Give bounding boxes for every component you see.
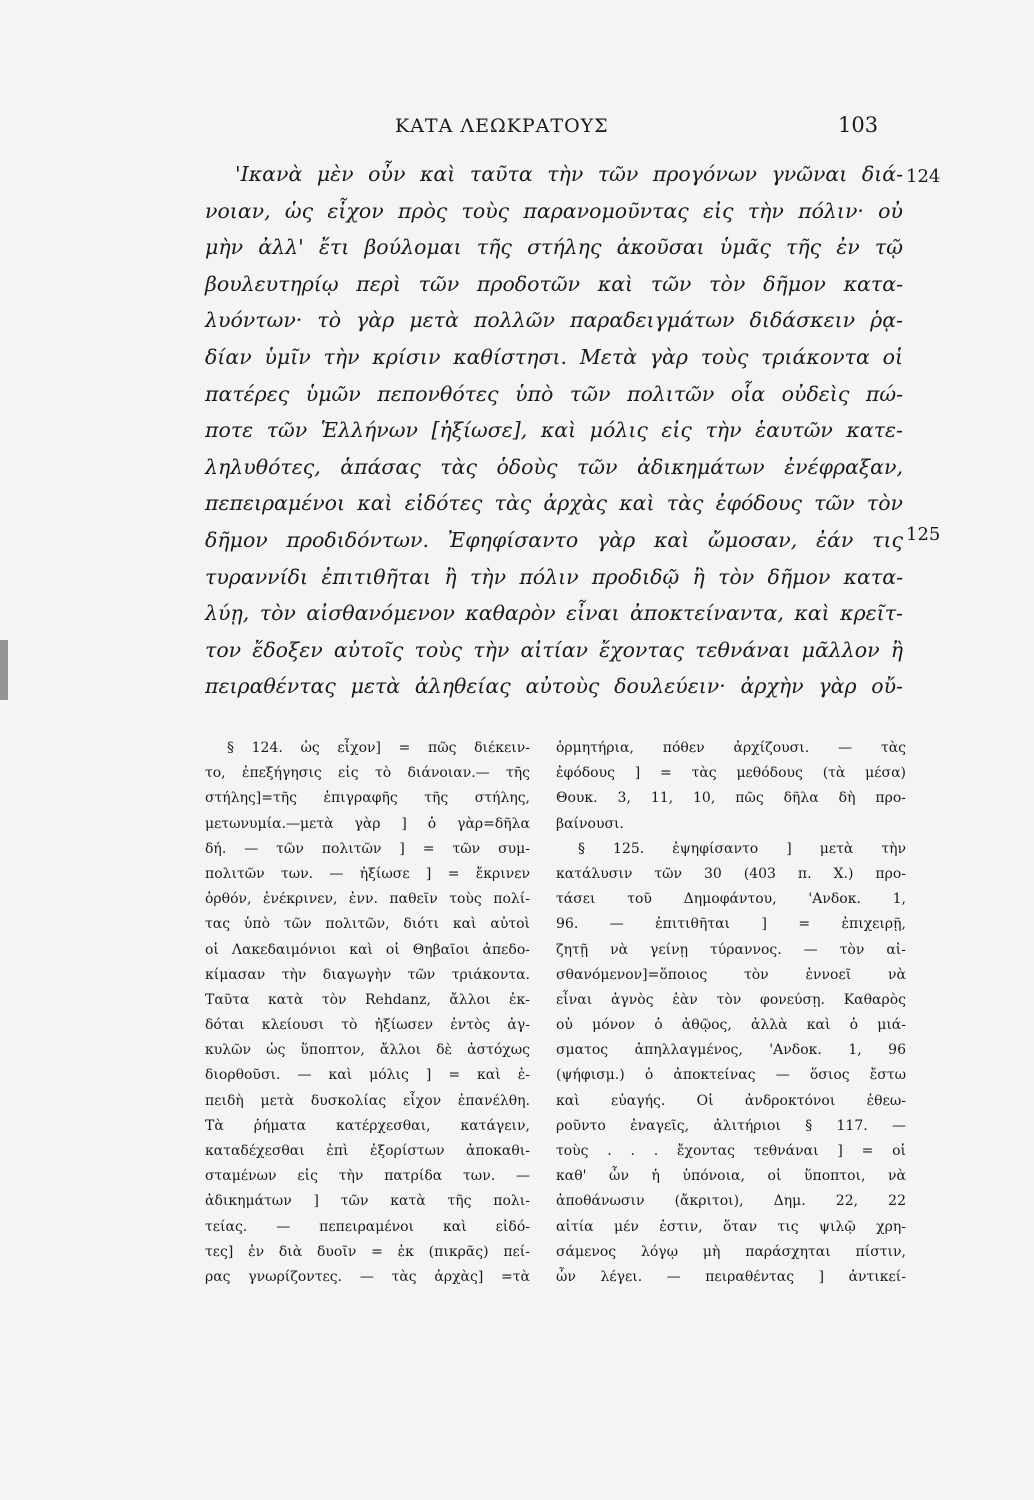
text-line: σματος ἀπηλλαγμένος, 'Ανδοκ. 1, 96 <box>556 1042 906 1059</box>
text-line: ἀδικημάτων ] τῶν κατὰ τῆς πολι- <box>205 1193 530 1210</box>
text-line: κίμασαν τὴν διαγωγὴν τῶν τριάκοντα. <box>205 966 530 983</box>
text-line: λυόντων· τὸ γὰρ μετὰ πολλῶν παραδειγμάτων διδάσκειν ῥᾳ- <box>205 308 903 333</box>
section-number-125: 125 <box>906 524 941 545</box>
text-line: τείας. — πεπειραμένοι καὶ εἰδό- <box>205 1218 530 1235</box>
text-line: ὀρθόν, ἐνέκρινεν, ἐνν. παθεῖν τοὺς πολί- <box>205 891 530 908</box>
section-number-124: 124 <box>906 166 941 187</box>
text-line: ὁρμητήρια, πόθεν ἀρχίζουσι. — τὰς <box>556 740 906 756</box>
text-line: νοιαν, ὡς εἶχον πρὸς τοὺς παρανομοῦντας εἰς τὴν πόλιν· οὐ <box>205 198 903 223</box>
text-line: σταμένων εἰς τὴν πατρίδα των. — <box>205 1168 530 1185</box>
page-number: 103 <box>838 113 879 137</box>
text-line: βουλευτηρίῳ περὶ τῶν προδοτῶν καὶ τῶν τὸν δῆμον κατα- <box>205 271 903 296</box>
scan-edge-mark <box>0 640 8 700</box>
text-line: δή. — τῶν πολιτῶν ] = τῶν συμ- <box>205 840 530 857</box>
text-line: διορθοῦσι. — καὶ μόλις ] = καὶ ἐ- <box>205 1067 530 1084</box>
text-line: καταδέχεσθαι ἐπὶ ἐξορίστων ἀποκαθι- <box>205 1143 530 1159</box>
running-title: ΚΑΤΑ ΛΕΩΚΡΑΤΟΥΣ <box>395 115 609 137</box>
text-line: πατέρες ὑμῶν πεπονθότες ὑπὸ τῶν πολιτῶν οἷα οὐδεὶς πώ- <box>205 381 903 406</box>
text-line: κατάλυσιν τῶν 30 (403 π. Χ.) προ- <box>556 865 906 882</box>
text-line: αἰτία μέν ἐστιν, ὅταν τις ψιλῷ χρη- <box>556 1218 906 1235</box>
text-line: ἀποθάνωσιν (ἄκριτοι), Δημ. 22, 22 <box>556 1193 906 1210</box>
main-text <box>205 156 903 705</box>
text-line: § 124. ὡς εἶχον] = πῶς διέκειν- <box>227 740 530 756</box>
text-line: 'Ικανὰ μὲν οὖν καὶ ταῦτα τὴν τῶν προγόνων γνῶναι διά- <box>235 162 903 186</box>
text-line: τυραννίδι ἐπιτιθῆται ἢ τὴν πόλιν προδιδῷ ἢ τὸν δῆμον κατα- <box>205 564 903 589</box>
notes-right-column <box>556 736 906 1290</box>
notes-left-column <box>205 736 530 1290</box>
text-line: Θουκ. 3, 11, 10, πῶς δῆλα δὴ προ- <box>556 790 906 807</box>
text-line: ρας γνωρίζοντες. — τὰς ἀρχὰς] =τὰ <box>205 1268 530 1285</box>
text-line: μὴν ἀλλ' ἔτι βούλομαι τῆς στήλης ἀκοῦσαι ὑμᾶς τῆς ἐν τῷ <box>205 235 903 260</box>
text-line: σθανόμενον]=ὅποιος τὸν ἐννοεῖ νὰ <box>556 966 906 983</box>
text-line: ζητῇ νὰ γείνῃ τύραννος. — τὸν αἰ- <box>556 941 906 958</box>
text-line: λύῃ, τὸν αἰσθανόμενον καθαρὸν εἶναι ἀποκτείναντα, καὶ κρεῖτ- <box>205 601 903 626</box>
text-line: § 125. ἐψηφίσαντο ] μετὰ τὴν <box>578 840 906 857</box>
text-line: βαίνουσι. <box>556 815 624 832</box>
text-line: δίαν ὑμῖν τὴν κρίσιν καθίστησι. Μετὰ γὰρ τοὺς τριάκοντα οἱ <box>205 344 903 369</box>
text-line: πειραθέντας μετὰ ἀληθείας αὐτοὺς δουλεύειν· ἀρχὴν γὰρ οὔ- <box>205 674 903 699</box>
text-line: (ψήφισμ.) ὁ ἀποκτείνας — ὅσιος ἔστω <box>556 1067 906 1084</box>
text-line: στήλης]=τῆς ἐπιγραφῆς τῆς στήλης, <box>205 790 530 807</box>
text-line: 96. — ἐπιτιθῆται ] = ἐπιχειρῇ, <box>556 916 906 933</box>
text-line: οὐ μόνον ὁ ἀθῷος, ἀλλὰ καὶ ὁ μιά- <box>556 1017 906 1034</box>
text-line: Τὰ ῥήματα κατέρχεσθαι, κατάγειν, <box>205 1117 530 1134</box>
text-line: τον ἔδοξεν αὐτοῖς τοὺς τὴν αἰτίαν ἔχοντας τεθνάναι μᾶλλον ἢ <box>205 637 903 662</box>
text-line: ληλυθότες, ἁπάσας τὰς ὁδοὺς τῶν ἀδικημάτων ἐνέφραξαν, <box>205 454 903 479</box>
text-line: πειδὴ μετὰ δυσκολίας εἶχον ἐπανέλθη. <box>205 1092 530 1109</box>
text-line: καθ' ὧν ἡ ὑπόνοια, οἱ ὕποπτοι, νὰ <box>556 1168 906 1185</box>
text-line: κυλῶν ὡς ὕποπτον, ἄλλοι δὲ ἀστόχως <box>205 1042 530 1059</box>
text-line: Ταῦτα κατὰ τὸν Rehdanz, ἄλλοι ἐκ- <box>205 991 530 1008</box>
text-line: ποτε τῶν Ἑλλήνων [ἠξίωσε], καὶ μόλις εἰς τὴν ἑαυτῶν κατε- <box>205 418 903 443</box>
text-line: τας ὑπὸ τῶν πολιτῶν, διότι καὶ αὐτοὶ <box>205 916 530 933</box>
text-line: σάμενος λόγῳ μὴ παράσχηται πίστιν, <box>556 1243 906 1260</box>
text-line: το, ἐπεξήγησις εἰς τὸ διάνοιαν.— τῆς <box>205 765 530 782</box>
text-line: πεπειραμένοι καὶ εἰδότες τὰς ἀρχὰς καὶ τὰς ἐφόδους τῶν τὸν <box>205 491 903 516</box>
text-line: μετωνυμία.—μετὰ γὰρ ] ὁ γὰρ=δῆλα <box>205 815 530 832</box>
text-line: ἐφόδους ] = τὰς μεθόδους (τὰ μέσα) <box>556 765 906 782</box>
text-line: καὶ εὐαγής. Οἱ ἀνδροκτόνοι ἐθεω- <box>556 1092 906 1109</box>
text-line: δόται κλείουσι τὸ ἠξίωσεν ἐντὸς ἀγ- <box>205 1017 530 1034</box>
text-line: δῆμον προδιδόντων. Ἐφηφίσαντο γὰρ καὶ ὤμοσαν, ἐάν τις <box>205 527 903 552</box>
text-line: εἶναι ἁγνὸς ἐὰν τὸν φονεύσῃ. Καθαρὸς <box>556 991 906 1008</box>
text-line: τοὺς . . . ἔχοντας τεθνάναι ] = οἱ <box>556 1143 906 1159</box>
text-line: τες] ἐν διὰ δυοῖν = ἐκ (πικρᾶς) πεί- <box>205 1243 530 1260</box>
text-line: οἱ Λακεδαιμόνιοι καὶ οἱ Θηβαῖοι ἀπεδο- <box>205 941 530 958</box>
text-line: ροῦντο ἐναγεῖς, ἀλιτήριοι § 117. — <box>556 1117 906 1134</box>
text-line: πολιτῶν των. — ἠξίωσε ] = ἔκρινεν <box>205 865 530 882</box>
text-line: ὧν λέγει. — πειραθέντας ] ἀντικεί- <box>556 1268 906 1285</box>
text-line: τάσει τοῦ Δημοφάντου, 'Ανδοκ. 1, <box>556 891 906 908</box>
